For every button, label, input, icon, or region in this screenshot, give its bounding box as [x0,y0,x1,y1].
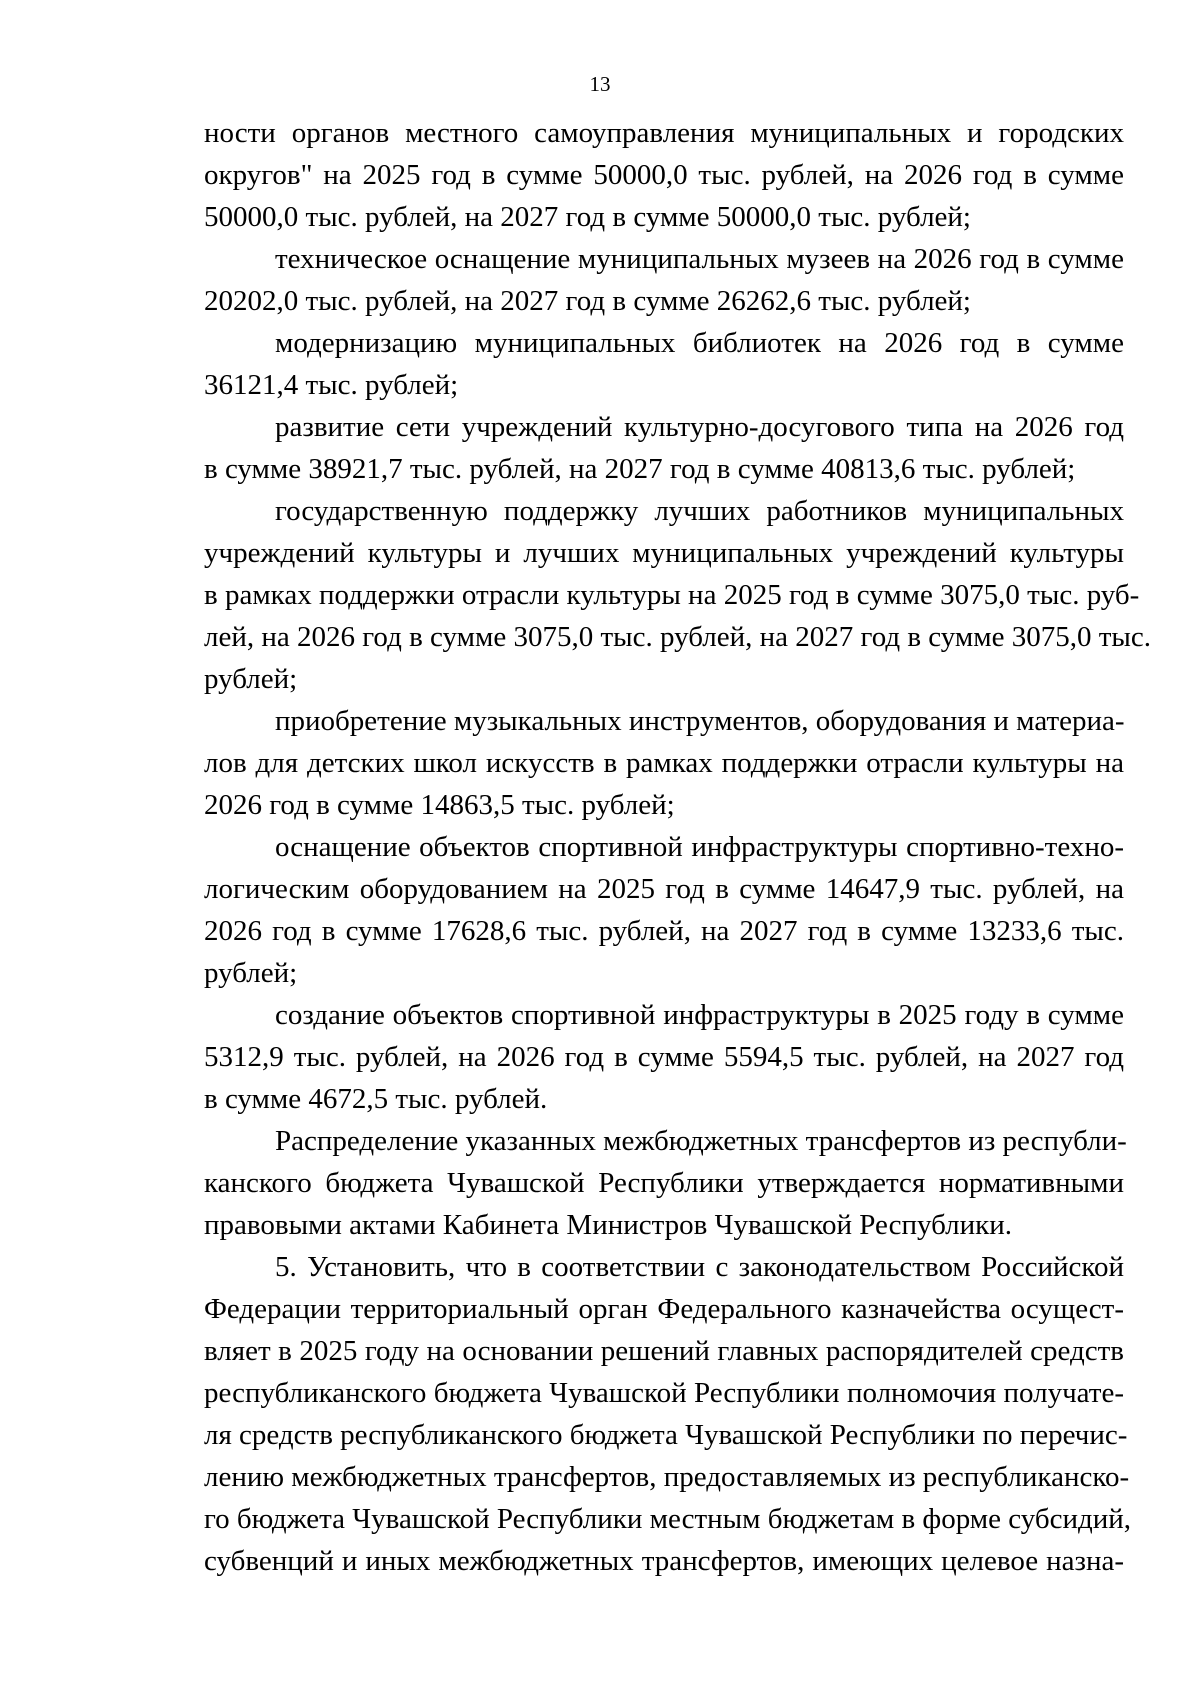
text-line: рублей; [204,663,298,695]
text-line: 50000,0 тыс. рублей, на 2027 год в сумме 50000,0 тыс. рублей; [204,201,971,233]
text-line: канского бюджета Чувашской Республики утверждается нормативными [204,1167,1124,1199]
paragraph [204,1246,1132,1582]
text-line: субвенций и иных межбюджетных трансфертов, имеющих целевое назна- [204,1545,1124,1577]
text-line: Распределение указанных межбюджетных трансфертов из республи- [275,1125,1127,1157]
text-line: лению межбюджетных трансфертов, предоставляемых из республиканско- [204,1461,1130,1493]
text-line: логическим оборудованием на 2025 год в сумме 14647,9 тыс. рублей, на [204,873,1124,905]
text-line: лей, на 2026 год в сумме 3075,0 тыс. рублей, на 2027 год в сумме 3075,0 тыс. [204,621,1152,653]
paragraph [204,322,1124,406]
text-line: 5. Установить, что в соответствии с законодательством Российской [275,1251,1124,1283]
document-body [204,112,1152,1582]
text-line: республиканского бюджета Чувашской Республики полномочия получате- [204,1377,1124,1409]
text-line: Федерации территориальный орган Федерального казначейства осущест- [204,1293,1124,1325]
page-number: 13 [589,72,611,96]
text-line: приобретение музыкальных инструментов, оборудования и материа- [275,705,1125,737]
text-line: в сумме 4672,5 тыс. рублей. [204,1083,548,1115]
text-line: в сумме 38921,7 тыс. рублей, на 2027 год в сумме 40813,6 тыс. рублей; [204,453,1076,485]
paragraph [204,112,1124,238]
paragraph [204,406,1124,490]
paragraph [204,1120,1127,1246]
text-line: ности органов местного самоуправления муниципальных и городских [204,117,1124,149]
paragraph [204,826,1124,994]
text-line: 2026 год в сумме 17628,6 тыс. рублей, на 2027 год в сумме 13233,6 тыс. [204,915,1124,947]
text-line: 2026 год в сумме 14863,5 тыс. рублей; [204,789,675,821]
paragraph [204,994,1124,1120]
text-line: округов" на 2025 год в сумме 50000,0 тыс. рублей, на 2026 год в сумме [204,159,1124,191]
text-line: рублей; [204,957,298,989]
text-line: лов для детских школ искусств в рамках поддержки отрасли культуры на [204,747,1124,779]
text-line: учреждений культуры и лучших муниципальных учреждений культуры [204,537,1124,569]
paragraph [204,238,1124,322]
text-line: го бюджета Чувашской Республики местным бюджетам в форме субсидий, [204,1503,1132,1535]
text-line: 5312,9 тыс. рублей, на 2026 год в сумме 5594,5 тыс. рублей, на 2027 год [204,1041,1124,1073]
text-line: модернизацию муниципальных библиотек на 2026 год в сумме [275,327,1124,359]
text-line: техническое оснащение муниципальных музеев на 2026 год в сумме [275,243,1124,275]
text-line: создание объектов спортивной инфраструктуры в 2025 году в сумме [275,999,1124,1031]
text-line: ля средств республиканского бюджета Чувашской Республики по перечис- [204,1419,1128,1451]
text-line: 36121,4 тыс. рублей; [204,369,459,401]
text-line: оснащение объектов спортивной инфраструктуры спортивно-техно- [275,831,1124,863]
text-line: государственную поддержку лучших работников муниципальных [275,495,1124,527]
text-line: 20202,0 тыс. рублей, на 2027 год в сумме 26262,6 тыс. рублей; [204,285,971,317]
text-line: в рамках поддержки отрасли культуры на 2025 год в сумме 3075,0 тыс. руб- [204,579,1140,611]
paragraph [204,490,1152,700]
text-line: вляет в 2025 году на основании решений главных распорядителей средств [204,1335,1124,1367]
text-line: правовыми актами Кабинета Министров Чувашской Республики. [204,1209,1012,1241]
text-line: развитие сети учреждений культурно-досугового типа на 2026 год [275,411,1124,443]
paragraph [204,700,1124,826]
